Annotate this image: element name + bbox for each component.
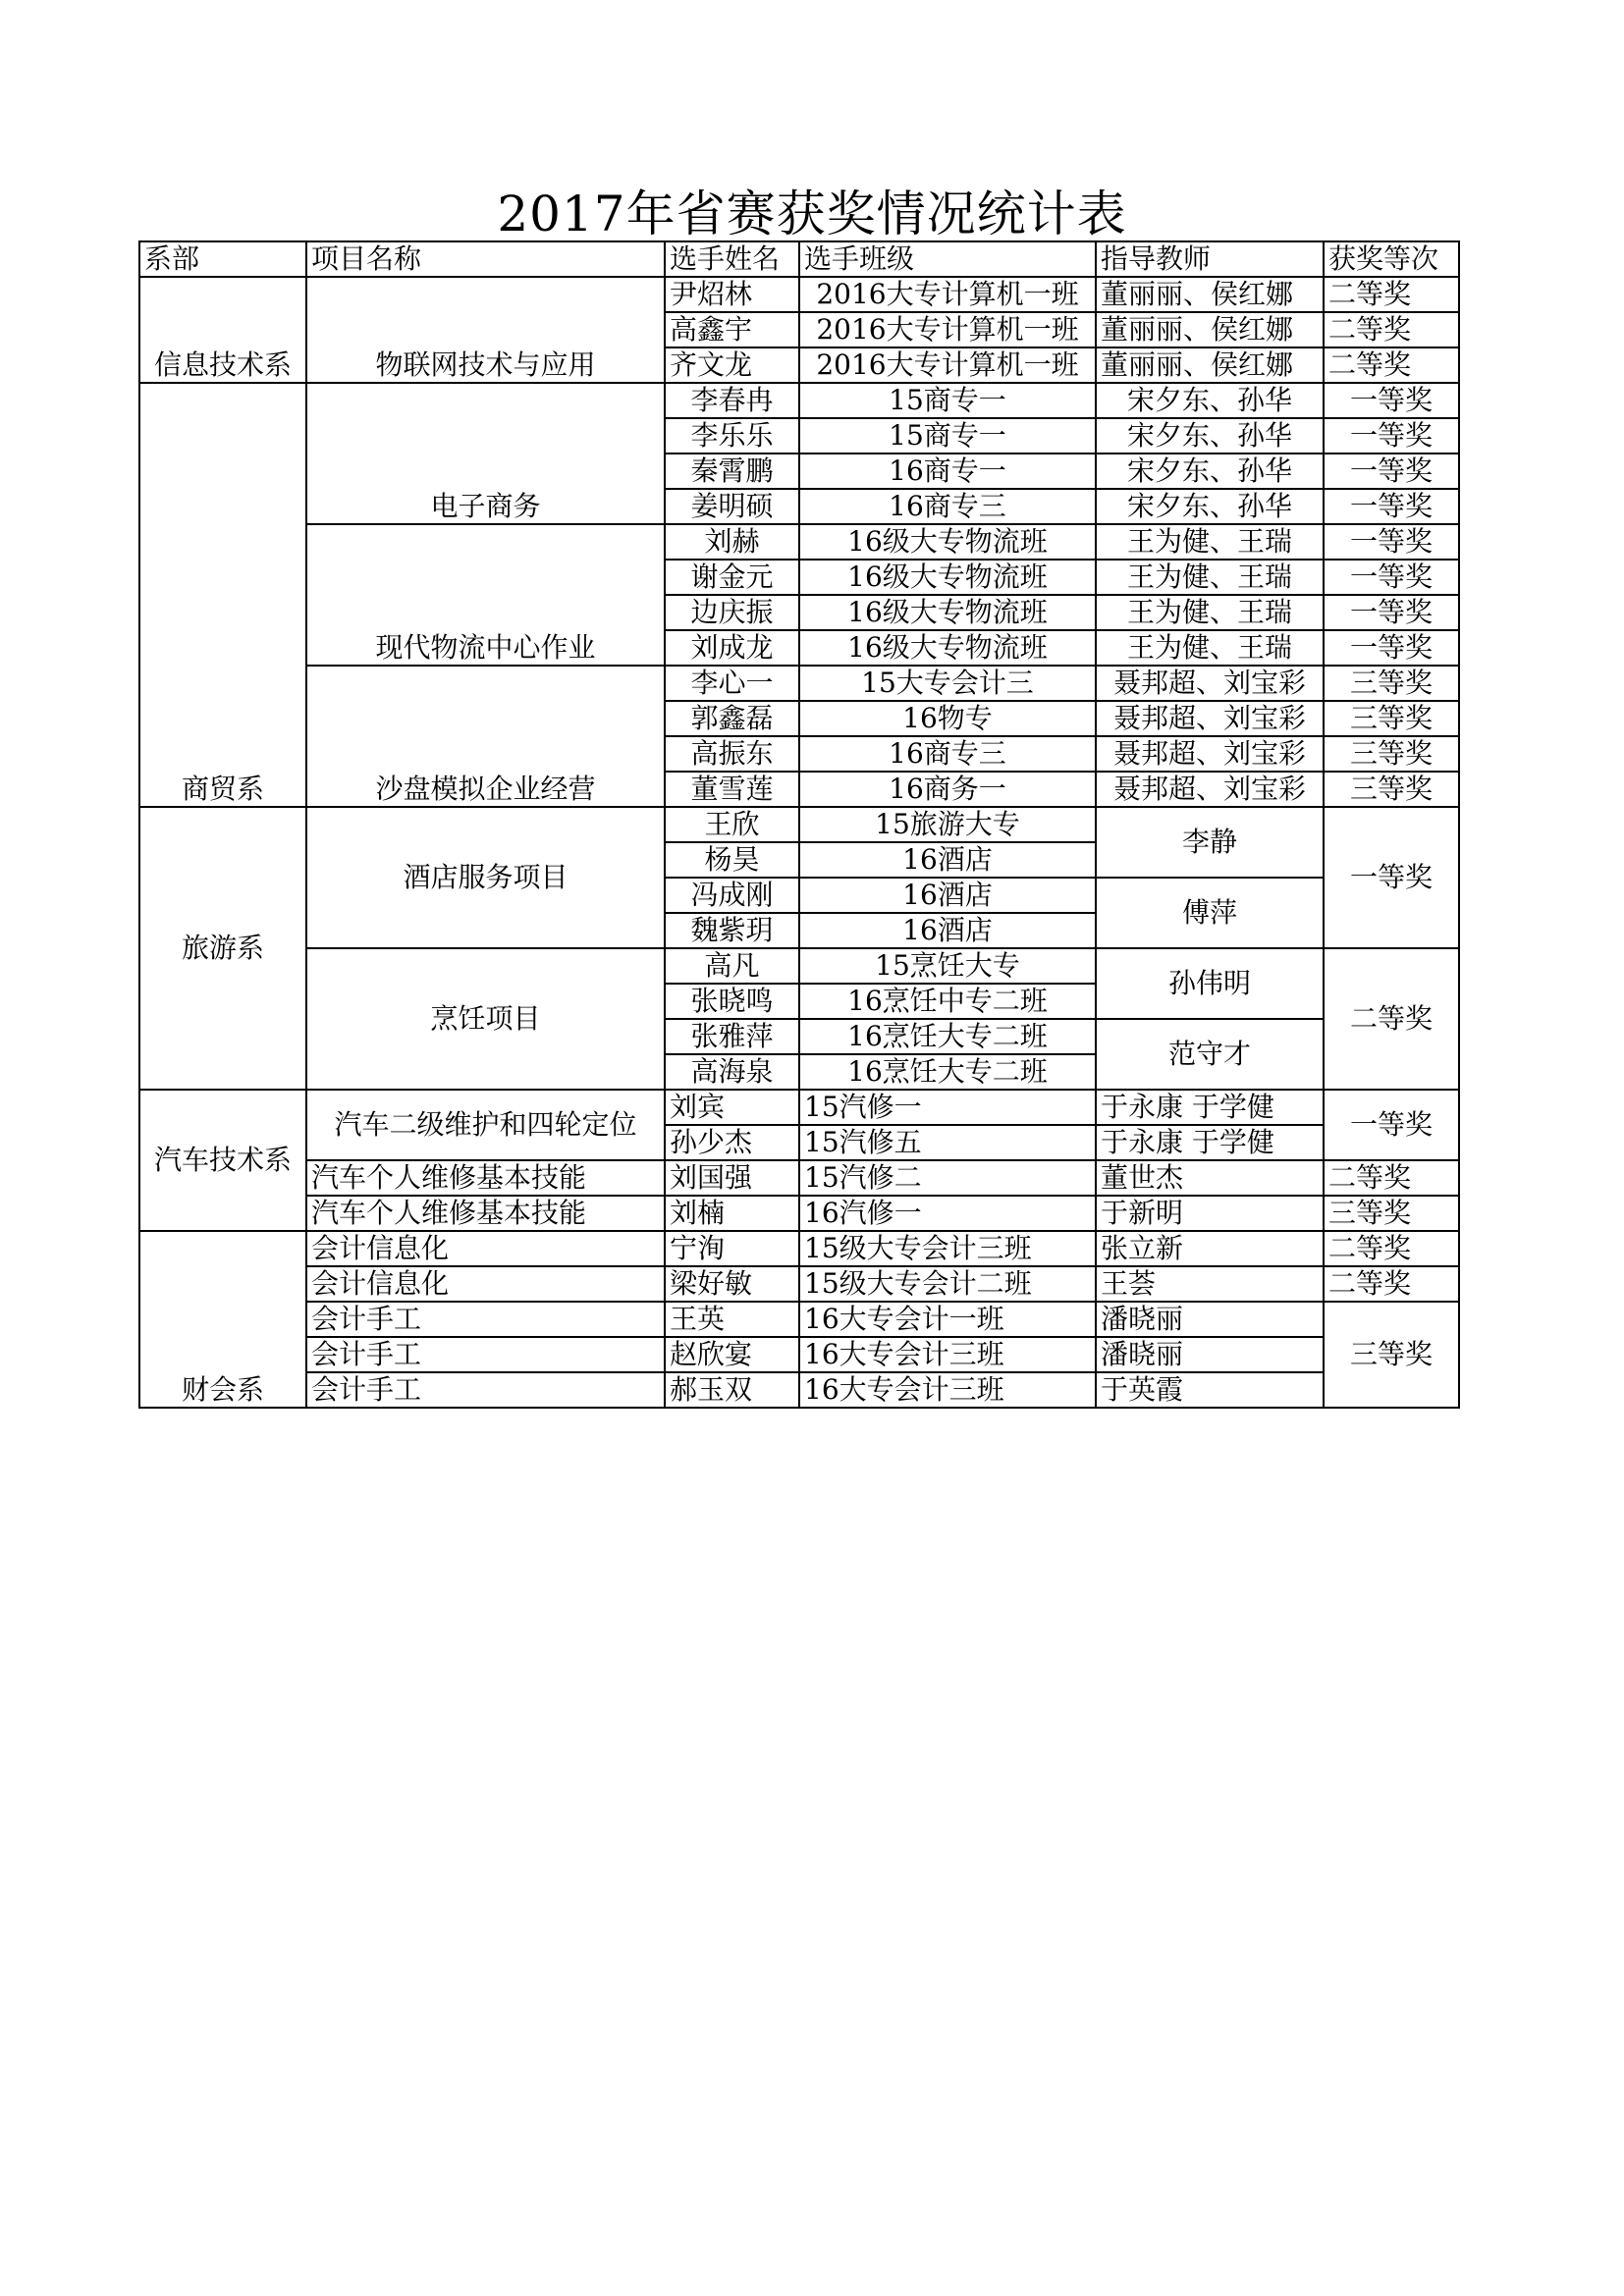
dept-cell: 财会系 [139, 1231, 306, 1408]
name-cell: 魏紫玥 [665, 913, 799, 948]
award-cell: 三等奖 [1324, 666, 1459, 701]
table-header-row [139, 241, 1459, 277]
project-cell: 烹饪项目 [306, 948, 665, 1090]
class-cell: 16大专会计三班 [799, 1372, 1096, 1408]
page-title: 2017年省赛获奖情况统计表 [497, 186, 1127, 242]
header-award: 获奖等次 [1324, 241, 1459, 277]
header-class: 选手班级 [799, 241, 1096, 277]
name-cell: 刘赫 [665, 524, 799, 560]
teacher-cell: 潘晓丽 [1096, 1337, 1324, 1372]
name-cell: 谢金元 [665, 560, 799, 595]
teacher-cell: 傅萍 [1096, 878, 1324, 948]
teacher-cell: 聂邦超、刘宝彩 [1096, 701, 1324, 736]
teacher-cell: 董丽丽、侯红娜 [1096, 347, 1324, 383]
award-cell: 三等奖 [1324, 1302, 1459, 1408]
dept-cell: 汽车技术系 [139, 1090, 306, 1231]
project-cell: 会计手工 [306, 1302, 665, 1337]
project-cell: 沙盘模拟企业经营 [306, 666, 665, 807]
table-row [139, 948, 1459, 984]
teacher-cell: 王荟 [1096, 1266, 1324, 1302]
name-cell: 高鑫宇 [665, 312, 799, 347]
teacher-cell: 宋夕东、孙华 [1096, 489, 1324, 524]
name-cell: 郝玉双 [665, 1372, 799, 1408]
award-cell: 二等奖 [1324, 1160, 1459, 1196]
name-cell: 张晓鸣 [665, 984, 799, 1019]
name-cell: 高振东 [665, 736, 799, 772]
teacher-cell: 于永康 于学健 [1096, 1090, 1324, 1125]
name-cell: 宁洵 [665, 1231, 799, 1266]
name-cell: 刘楠 [665, 1196, 799, 1231]
award-cell: 二等奖 [1324, 948, 1459, 1090]
class-cell: 16烹饪大专二班 [799, 1054, 1096, 1090]
project-cell: 物联网技术与应用 [306, 277, 665, 383]
name-cell: 李春冉 [665, 383, 799, 418]
table-row [139, 1266, 1459, 1302]
class-cell: 16大专会计三班 [799, 1337, 1096, 1372]
award-cell: 一等奖 [1324, 418, 1459, 454]
project-cell: 汽车个人维修基本技能 [306, 1160, 665, 1196]
name-cell: 边庆振 [665, 595, 799, 630]
teacher-cell: 董丽丽、侯红娜 [1096, 312, 1324, 347]
teacher-cell: 聂邦超、刘宝彩 [1096, 772, 1324, 807]
class-cell: 15大专会计三 [799, 666, 1096, 701]
table-row [139, 1337, 1459, 1372]
name-cell: 冯成刚 [665, 878, 799, 913]
award-cell: 三等奖 [1324, 772, 1459, 807]
project-cell: 会计手工 [306, 1337, 665, 1372]
class-cell: 15商专一 [799, 383, 1096, 418]
award-cell: 二等奖 [1324, 1266, 1459, 1302]
name-cell: 李乐乐 [665, 418, 799, 454]
class-cell: 2016大专计算机一班 [799, 347, 1096, 383]
award-cell: 三等奖 [1324, 701, 1459, 736]
awards-table [138, 240, 1460, 1409]
class-cell: 2016大专计算机一班 [799, 277, 1096, 312]
class-cell: 2016大专计算机一班 [799, 312, 1096, 347]
class-cell: 16级大专物流班 [799, 595, 1096, 630]
class-cell: 16汽修一 [799, 1196, 1096, 1231]
class-cell: 16级大专物流班 [799, 630, 1096, 666]
teacher-cell: 董世杰 [1096, 1160, 1324, 1196]
name-cell: 刘成龙 [665, 630, 799, 666]
name-cell: 秦霄鹏 [665, 454, 799, 489]
teacher-cell: 宋夕东、孙华 [1096, 383, 1324, 418]
class-cell: 16大专会计一班 [799, 1302, 1096, 1337]
award-cell: 三等奖 [1324, 736, 1459, 772]
teacher-cell: 于英霞 [1096, 1372, 1324, 1408]
name-cell: 高凡 [665, 948, 799, 984]
project-cell: 现代物流中心作业 [306, 524, 665, 666]
award-cell: 一等奖 [1324, 630, 1459, 666]
class-cell: 16酒店 [799, 913, 1096, 948]
teacher-cell: 聂邦超、刘宝彩 [1096, 666, 1324, 701]
table-row [139, 383, 1459, 418]
name-cell: 高海泉 [665, 1054, 799, 1090]
class-cell: 16商专一 [799, 454, 1096, 489]
teacher-cell: 王为健、王瑞 [1096, 595, 1324, 630]
dept-cell: 旅游系 [139, 807, 306, 1090]
class-cell: 16烹饪大专二班 [799, 1019, 1096, 1054]
award-cell: 一等奖 [1324, 454, 1459, 489]
teacher-cell: 王为健、王瑞 [1096, 560, 1324, 595]
award-cell: 二等奖 [1324, 312, 1459, 347]
table-row [139, 1090, 1459, 1125]
teacher-cell: 宋夕东、孙华 [1096, 418, 1324, 454]
class-cell: 16商务一 [799, 772, 1096, 807]
project-cell: 汽车二级维护和四轮定位 [306, 1090, 665, 1160]
teacher-cell: 于永康 于学健 [1096, 1125, 1324, 1160]
name-cell: 刘国强 [665, 1160, 799, 1196]
class-cell: 16酒店 [799, 878, 1096, 913]
class-cell: 16级大专物流班 [799, 560, 1096, 595]
class-cell: 15汽修五 [799, 1125, 1096, 1160]
name-cell: 齐文龙 [665, 347, 799, 383]
award-cell: 二等奖 [1324, 277, 1459, 312]
table-row [139, 1196, 1459, 1231]
table-row [139, 1231, 1459, 1266]
name-cell: 李心一 [665, 666, 799, 701]
teacher-cell: 董丽丽、侯红娜 [1096, 277, 1324, 312]
header-teacher: 指导教师 [1096, 241, 1324, 277]
teacher-cell: 王为健、王瑞 [1096, 524, 1324, 560]
class-cell: 16商专三 [799, 489, 1096, 524]
project-cell: 酒店服务项目 [306, 807, 665, 948]
name-cell: 王英 [665, 1302, 799, 1337]
dept-cell: 商贸系 [139, 383, 306, 807]
class-cell: 15烹饪大专 [799, 948, 1096, 984]
award-cell: 一等奖 [1324, 595, 1459, 630]
name-cell: 董雪莲 [665, 772, 799, 807]
teacher-cell: 范守才 [1096, 1019, 1324, 1090]
name-cell: 张雅萍 [665, 1019, 799, 1054]
teacher-cell: 潘晓丽 [1096, 1302, 1324, 1337]
award-cell: 二等奖 [1324, 347, 1459, 383]
name-cell: 杨昊 [665, 842, 799, 878]
project-cell: 电子商务 [306, 383, 665, 524]
name-cell: 郭鑫磊 [665, 701, 799, 736]
award-cell: 一等奖 [1324, 1090, 1459, 1160]
header-project: 项目名称 [306, 241, 665, 277]
header-dept: 系部 [139, 241, 306, 277]
teacher-cell: 张立新 [1096, 1231, 1324, 1266]
name-cell: 尹炤林 [665, 277, 799, 312]
class-cell: 15级大专会计三班 [799, 1231, 1096, 1266]
class-cell: 15汽修一 [799, 1090, 1096, 1125]
class-cell: 15级大专会计二班 [799, 1266, 1096, 1302]
award-cell: 二等奖 [1324, 1231, 1459, 1266]
table-row [139, 1160, 1459, 1196]
table-row [139, 1302, 1459, 1337]
class-cell: 16商专三 [799, 736, 1096, 772]
class-cell: 16酒店 [799, 842, 1096, 878]
class-cell: 15汽修二 [799, 1160, 1096, 1196]
award-cell: 三等奖 [1324, 1196, 1459, 1231]
teacher-cell: 聂邦超、刘宝彩 [1096, 736, 1324, 772]
name-cell: 王欣 [665, 807, 799, 842]
project-cell: 会计手工 [306, 1372, 665, 1408]
table-row [139, 666, 1459, 701]
award-cell: 一等奖 [1324, 524, 1459, 560]
dept-cell: 信息技术系 [139, 277, 306, 383]
teacher-cell: 孙伟明 [1096, 948, 1324, 1019]
name-cell: 孙少杰 [665, 1125, 799, 1160]
teacher-cell: 宋夕东、孙华 [1096, 454, 1324, 489]
award-cell: 一等奖 [1324, 489, 1459, 524]
class-cell: 16烹饪中专二班 [799, 984, 1096, 1019]
award-cell: 一等奖 [1324, 560, 1459, 595]
name-cell: 梁好敏 [665, 1266, 799, 1302]
award-cell: 一等奖 [1324, 807, 1459, 948]
table-row [139, 277, 1459, 312]
award-cell: 一等奖 [1324, 383, 1459, 418]
class-cell: 16级大专物流班 [799, 524, 1096, 560]
teacher-cell: 于新明 [1096, 1196, 1324, 1231]
class-cell: 16物专 [799, 701, 1096, 736]
header-name: 选手姓名 [665, 241, 799, 277]
teacher-cell: 李静 [1096, 807, 1324, 878]
name-cell: 姜明硕 [665, 489, 799, 524]
class-cell: 15商专一 [799, 418, 1096, 454]
name-cell: 刘宾 [665, 1090, 799, 1125]
project-cell: 汽车个人维修基本技能 [306, 1196, 665, 1231]
table-row [139, 1372, 1459, 1408]
name-cell: 赵欣宴 [665, 1337, 799, 1372]
class-cell: 15旅游大专 [799, 807, 1096, 842]
table-row [139, 807, 1459, 842]
project-cell: 会计信息化 [306, 1266, 665, 1302]
teacher-cell: 王为健、王瑞 [1096, 630, 1324, 666]
project-cell: 会计信息化 [306, 1231, 665, 1266]
table-row [139, 524, 1459, 560]
